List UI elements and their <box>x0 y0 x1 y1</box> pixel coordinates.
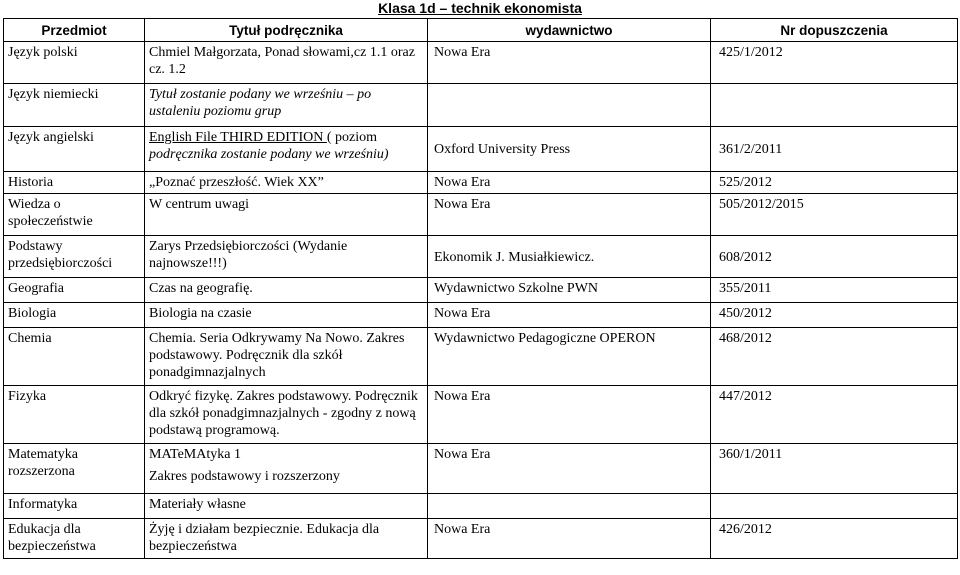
subject-cell: Chemia <box>4 328 145 386</box>
publisher-cell: Wydawnictwo Szkolne PWN <box>428 278 711 303</box>
column-header-publisher: wydawnictwo <box>428 19 711 42</box>
approval-cell: 608/2012 <box>711 236 958 278</box>
book-cell: Materiały własne <box>145 494 428 519</box>
subject-cell: Język angielski <box>4 127 145 172</box>
publisher-cell: Nowa Era <box>428 42 711 84</box>
approval-cell: 450/2012 <box>711 303 958 328</box>
approval-cell: 426/2012 <box>711 519 958 559</box>
publisher-cell: Nowa Era <box>428 386 711 444</box>
publisher-cell: Nowa Era <box>428 444 711 494</box>
approval-cell: 468/2012 <box>711 328 958 386</box>
book-cell: „Poznać przeszłość. Wiek XX” <box>145 172 428 194</box>
publisher-cell: Nowa Era <box>428 519 711 559</box>
table-header-row <box>4 19 958 42</box>
publisher-cell: Nowa Era <box>428 194 711 236</box>
column-header-approval: Nr dopuszczenia <box>711 19 958 42</box>
subject-cell: Informatyka <box>4 494 145 519</box>
book-cell: Chmiel Małgorzata, Ponad słowami,cz 1.1 oraz cz. 1.2 <box>145 42 428 84</box>
approval-cell: 361/2/2011 <box>711 127 958 172</box>
subject-cell: Biologia <box>4 303 145 328</box>
book-cell: Odkryć fizykę. Zakres podstawowy. Podręcznik dla szkół ponadgimnazjalnych - zgodny z nową podstawą programową. <box>145 386 428 444</box>
table-row <box>4 194 958 236</box>
book-line: MATeMAtyka 1 <box>149 447 241 462</box>
approval-cell: 525/2012 <box>711 172 958 194</box>
page-title: Klasa 1d – technik ekonomista <box>378 0 582 16</box>
subject-cell: Historia <box>4 172 145 194</box>
approval-cell: 425/1/2012 <box>711 42 958 84</box>
table-row <box>4 172 958 194</box>
publisher-cell: Oxford University Press <box>428 127 711 172</box>
book-cell <box>145 444 428 494</box>
subject-cell: Język polski <box>4 42 145 84</box>
publisher-cell: Ekonomik J. Musiałkiewicz. <box>428 236 711 278</box>
book-line: Zakres podstawowy i rozszerzony <box>149 469 340 484</box>
approval-cell: 355/2011 <box>711 278 958 303</box>
publisher-cell <box>428 494 711 519</box>
book-cell: Biologia na czasie <box>145 303 428 328</box>
subject-cell: Geografia <box>4 278 145 303</box>
table-row <box>4 519 958 559</box>
book-cell: W centrum uwagi <box>145 194 428 236</box>
book-cell <box>145 127 428 172</box>
table-row <box>4 328 958 386</box>
subject-cell: Fizyka <box>4 386 145 444</box>
book-cell: Żyję i działam bezpiecznie. Edukacja dla bezpieczeństwa <box>145 519 428 559</box>
subject-cell: Matematyka rozszerzona <box>4 444 145 494</box>
table-row <box>4 127 958 172</box>
book-cell: Czas na geografię. <box>145 278 428 303</box>
textbook-table <box>3 18 958 559</box>
table-row <box>4 84 958 127</box>
subject-cell: Wiedza o społeczeństwie <box>4 194 145 236</box>
approval-cell <box>711 84 958 127</box>
approval-cell: 447/2012 <box>711 386 958 444</box>
approval-cell <box>711 494 958 519</box>
book-cell: Zarys Przedsiębiorczości (Wydanie najnowsze!!!) <box>145 236 428 278</box>
book-note-text: ( poziom <box>326 130 377 145</box>
book-cell: Chemia. Seria Odkrywamy Na Nowo. Zakres podstawowy. Podręcznik dla szkół ponadgimnazjalnych <box>145 328 428 386</box>
table-row <box>4 386 958 444</box>
book-cell: Tytuł zostanie podany we wrześniu – po ustaleniu poziomu grup <box>145 84 428 127</box>
book-title-text: English File THIRD EDITION <box>149 130 327 145</box>
subject-cell: Edukacja dla bezpieczeństwa <box>4 519 145 559</box>
table-row <box>4 236 958 278</box>
subject-cell: Podstawy przedsiębiorczości <box>4 236 145 278</box>
table-row <box>4 494 958 519</box>
table-row <box>4 303 958 328</box>
table-row <box>4 278 958 303</box>
column-header-book: Tytuł podręcznika <box>145 19 428 42</box>
approval-cell: 360/1/2011 <box>711 444 958 494</box>
table-row <box>4 444 958 494</box>
publisher-cell: Nowa Era <box>428 303 711 328</box>
publisher-cell: Nowa Era <box>428 172 711 194</box>
publisher-cell <box>428 84 711 127</box>
publisher-cell: Wydawnictwo Pedagogiczne OPERON <box>428 328 711 386</box>
book-note-italic: podręcznika zostanie podany we wrześniu) <box>149 147 389 162</box>
table-row <box>4 42 958 84</box>
approval-cell: 505/2012/2015 <box>711 194 958 236</box>
subject-cell: Język niemiecki <box>4 84 145 127</box>
column-header-subject: Przedmiot <box>4 19 145 42</box>
